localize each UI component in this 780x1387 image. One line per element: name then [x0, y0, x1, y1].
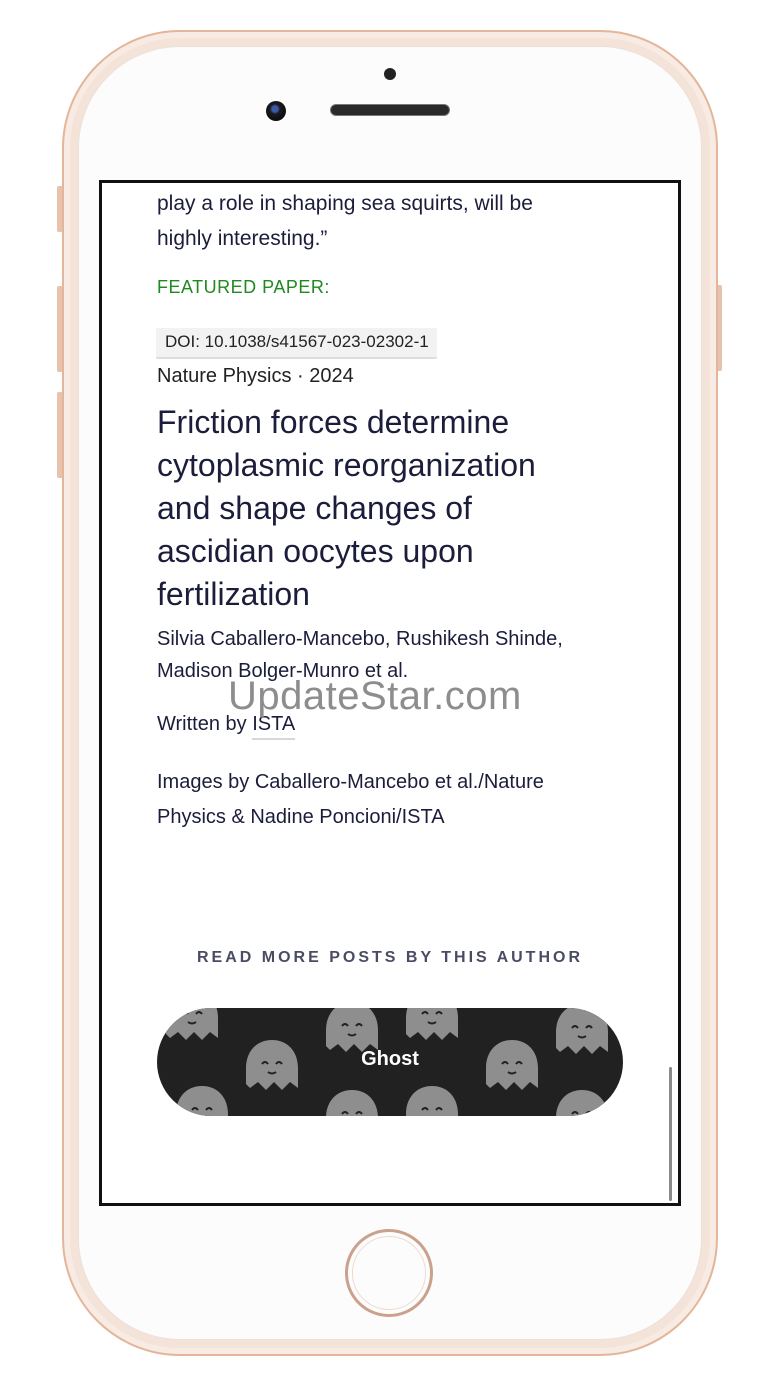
author-name: Ghost	[361, 1048, 419, 1070]
ghost-icon	[176, 1086, 228, 1116]
doi-link[interactable]: DOI: 10.1038/s41567-023-02302-1	[156, 328, 437, 359]
watermark: UpdateStar.com	[228, 674, 522, 718]
home-button[interactable]	[345, 1229, 433, 1317]
scrollbar[interactable]	[669, 1067, 672, 1201]
ghost-icon	[166, 1008, 218, 1040]
paper-title[interactable]: Friction forces determine cytoplasmic reorganization and shape changes of ascidian oocytes upon fertilization	[157, 404, 536, 612]
ghost-icon	[326, 1090, 378, 1116]
paragraph-line: play a role in shaping sea squirts, will be	[157, 192, 533, 215]
paper-authors: Silvia Caballero-Mancebo, Rushikesh Shinde, Madison Bolger-Munro et al.	[157, 628, 563, 682]
ghost-icon	[406, 1086, 458, 1116]
paragraph-line: highly interesting.”	[157, 227, 328, 250]
ghost-icon	[556, 1090, 608, 1116]
earpiece-speaker	[330, 104, 450, 116]
ghost-icon	[406, 1008, 458, 1040]
front-camera-icon	[266, 101, 286, 121]
written-by	[157, 713, 295, 736]
journal-info: Nature Physics · 2024	[157, 365, 354, 387]
ghost-icon	[326, 1008, 378, 1052]
author-link[interactable]: ISTA	[252, 713, 295, 740]
featured-paper-label: FEATURED PAPER:	[157, 277, 330, 297]
image-credits: Images by Caballero-Mancebo et al./Nature Physics & Nadine Poncioni/ISTA	[157, 771, 544, 828]
article-paragraph	[157, 186, 587, 256]
screen	[99, 180, 681, 1206]
author-card[interactable]	[157, 1008, 623, 1116]
proximity-sensor	[384, 68, 396, 80]
written-by-prefix: Written by	[157, 713, 247, 735]
read-more-heading: READ MORE POSTS BY THIS AUTHOR	[196, 949, 584, 966]
